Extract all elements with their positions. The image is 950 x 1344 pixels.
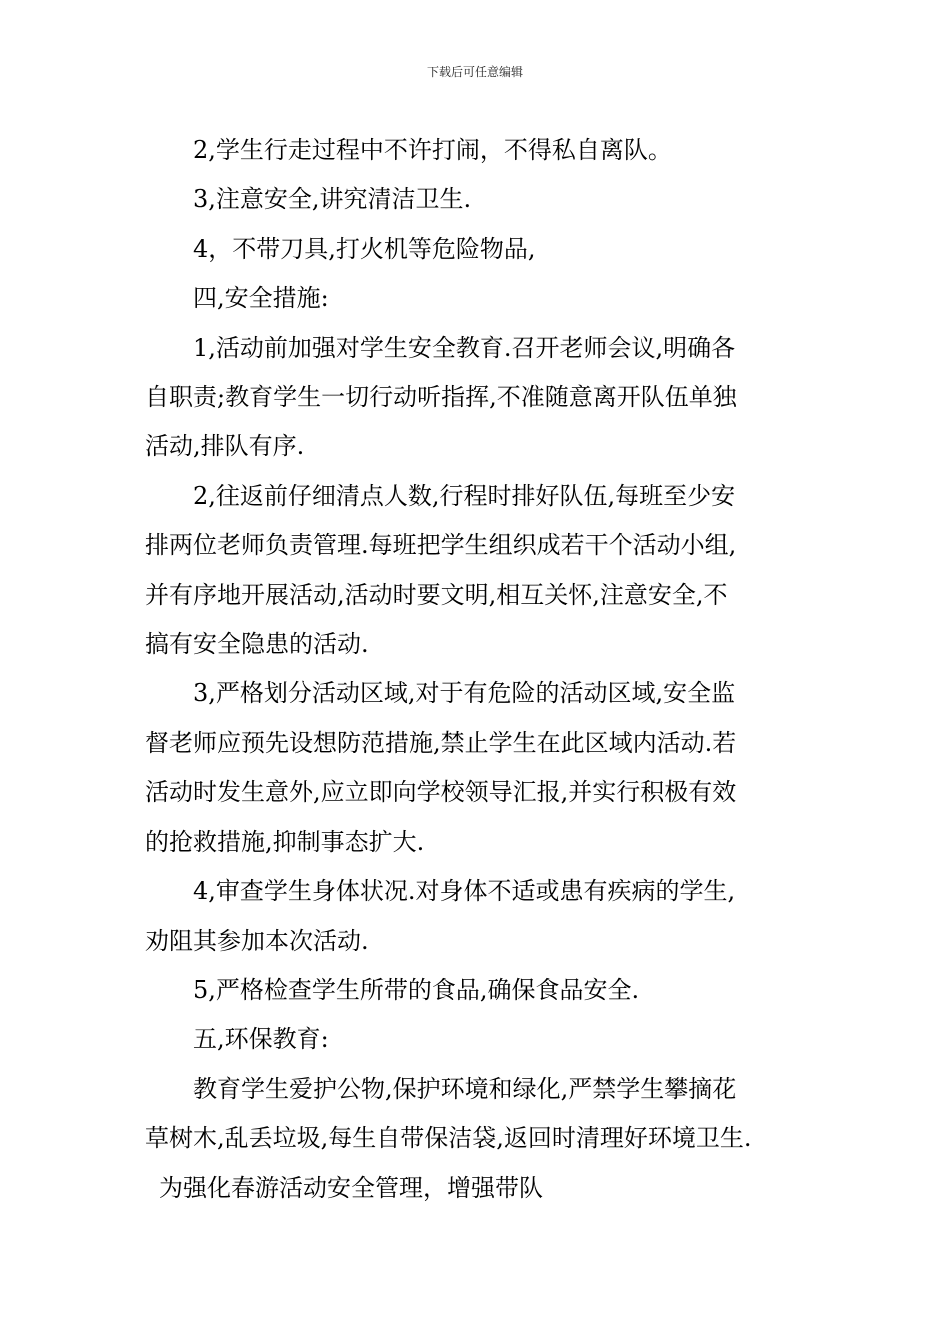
text-line: 活动时发生意外,应立即向学校领导汇报,并实行积极有效 [145,778,737,807]
text-line: 3,注意安全,讲究清洁卫生. [193,185,472,214]
text-line: 5,严格检查学生所带的食品,确保食品安全. [193,975,640,1004]
text-line: 草树木,乱丢垃圾,每生自带保洁袋,返回时清理好环境卫生. [145,1124,752,1153]
text-line: 排两位老师负责管理.每班把学生组织成若干个活动小组, [145,531,737,560]
paragraph [145,175,815,224]
text-line: 的抢救措施,抑制事态扩大. [145,827,425,856]
paragraph [145,472,815,670]
text-line: 教育学生爱护公物,保护环境和绿化,严禁学生攀摘花 [193,1074,737,1103]
text-line: 3,严格划分活动区域,对于有危险的活动区域,安全监 [193,679,736,708]
text-line: 1,活动前加强对学生安全教育.召开老师会议,明确各 [193,333,736,362]
text-line: 四,安全措施: [193,284,329,313]
section-heading [145,274,815,323]
text-line: 并有序地开展活动,活动时要文明,相互关怀,注意安全,不 [145,580,728,609]
section-heading [145,1015,815,1064]
text-line: 4,审查学生身体状况.对身体不适或患有疾病的学生, [193,877,736,906]
page-header: 下载后可任意编辑 [426,65,523,79]
paragraph [145,1164,815,1213]
text-line: 五,环保教育: [193,1025,329,1054]
text-line: 搞有安全隐患的活动. [145,630,369,659]
text-line: 为强化春游活动安全管理，增强带队 [159,1173,543,1202]
text-line: 活动,排队有序. [145,432,305,461]
paragraph [145,225,815,274]
document-body [145,126,815,1213]
paragraph [145,966,815,1015]
text-line: 劝阻其参加本次活动. [145,926,369,955]
text-line: 2,学生行走过程中不许打闹，不得私自离队。 [193,136,672,164]
text-line: 4，不带刀具,打火机等危险物品, [193,234,536,263]
text-line: 2,往返前仔细清点人数,行程时排好队伍,每班至少安 [193,481,736,510]
paragraph [145,126,815,175]
text-line: 督老师应预先设想防范措施,禁止学生在此区域内活动.若 [145,728,737,757]
paragraph [145,1065,815,1164]
paragraph [145,669,815,867]
paragraph [145,867,815,966]
paragraph [145,324,815,472]
text-line: 自职责;教育学生一切行动听指挥,不准随意离开队伍单独 [145,383,737,412]
